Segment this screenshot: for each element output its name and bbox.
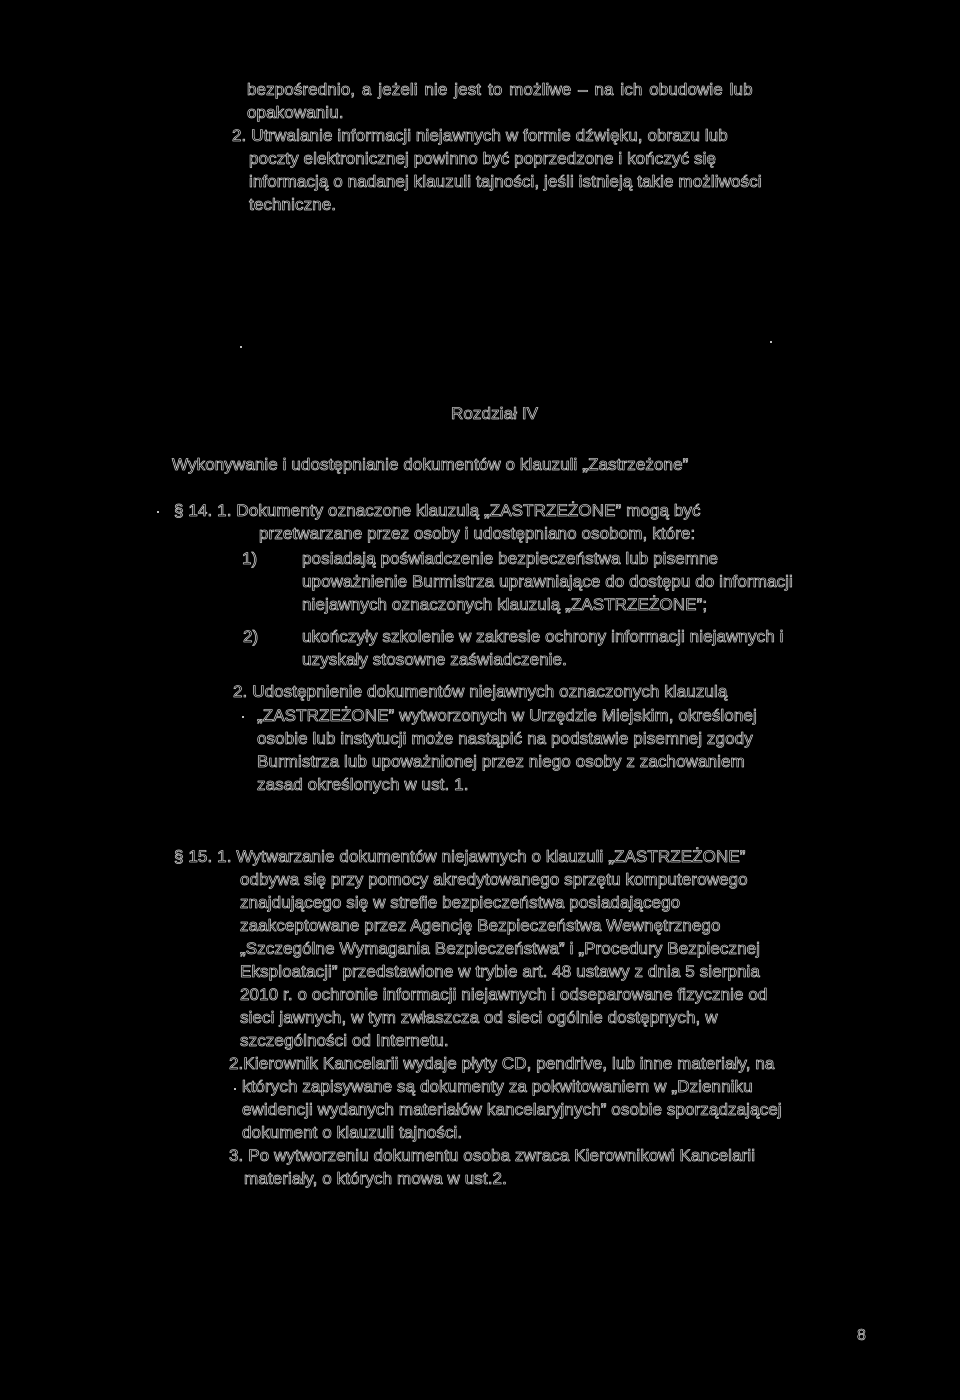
page-number: 8 bbox=[857, 1327, 866, 1344]
s13-item2-line-2: poczty elektronicznej powinno być poprzedzone i kończyć się bbox=[249, 149, 717, 168]
s15-p1-line-1: § 15. 1. Wytwarzanie dokumentów niejawnych o klauzuli „ZASTRZEŻONE” bbox=[174, 847, 746, 866]
s14-intro-line-2: przetwarzane przez osoby i udostępniano osobom, które: bbox=[259, 524, 696, 543]
s15-p2-line-4: dokument o klauzuli tajności. bbox=[242, 1123, 463, 1142]
s14-para2-line-3: osobie lub instytucji może nastąpić na podstawie pisemnej zgody bbox=[257, 729, 753, 748]
s15-p1-line-6: Eksploatacji” przedstawione w trybie art. 48 ustawy z dnia 5 sierpnia bbox=[240, 962, 760, 981]
s13-line-2: opakowaniu. bbox=[247, 103, 344, 122]
s14-intro-line-1: § 14. 1. Dokumenty oznaczone klauzulą „ZASTRZEŻONE” mogą być bbox=[174, 501, 701, 520]
s14-item1-line-1: posiadają poświadczenie bezpieczeństwa lub pisemne bbox=[302, 549, 719, 568]
s15-p1-line-5: „Szczególne Wymagania Bezpieczeństwa” i „Procedury Bezpiecznej bbox=[240, 939, 761, 958]
s15-p1-line-9: szczególności od Internetu. bbox=[240, 1031, 449, 1050]
s15-p2-line-3: ewidencji wydanych materiałów kancelaryjnych” osobie sporządzającej bbox=[242, 1100, 782, 1119]
s13-line-1: bezpośrednio, a jeżeli nie jest to możliwe – na ich obudowie lub bbox=[247, 80, 753, 99]
s14-para2-line-1: 2. Udostępnienie dokumentów niejawnych oznaczonych klauzulą bbox=[233, 682, 728, 701]
s14-item2-number: 2) bbox=[243, 627, 259, 646]
scan-speck bbox=[234, 1088, 236, 1090]
s13-item2-line-1: 2. Utrwalanie informacji niejawnych w formie dźwięku, obrazu lub bbox=[232, 126, 728, 145]
s15-p3-line-1: 3. Po wytworzeniu dokumentu osoba zwraca Kierownikowi Kancelarii bbox=[229, 1146, 756, 1165]
scan-speck bbox=[242, 716, 244, 718]
s14-item2-line-2: uzyskały stosowne zaświadczenie. bbox=[302, 650, 567, 669]
s15-p1-line-8: sieci jawnych, w tym zwłaszcza od sieci ogólnie dostępnych, w bbox=[240, 1008, 718, 1027]
scan-speck bbox=[157, 511, 159, 513]
s13-item2-line-4: techniczne. bbox=[249, 195, 337, 214]
s14-item2-line-1: ukończyły szkolenie w zakresie ochrony informacji niejawnych i bbox=[302, 627, 784, 646]
s14-para2-line-5: zasad określonych w ust. 1. bbox=[257, 775, 469, 794]
s15-p1-line-2: odbywa się przy pomocy akredytowanego sprzętu komputerowego bbox=[240, 870, 748, 889]
chapter-heading: Rozdział IV bbox=[451, 404, 539, 423]
s15-p2-line-2: których zapisywane są dokumenty za pokwitowaniem w „Dzienniku bbox=[242, 1077, 753, 1096]
scan-speck bbox=[770, 341, 772, 343]
s14-item1-number: 1) bbox=[242, 549, 258, 568]
s13-item2-line-3: informacją o nadanej klauzuli tajności, jeśli istnieją takie możliwości bbox=[249, 172, 762, 191]
s15-p3-line-2: materiały, o których mowa w ust.2. bbox=[244, 1169, 507, 1188]
s15-p1-line-4: zaakceptowane przez Agencję Bezpieczeństwa Wewnętrznego bbox=[240, 916, 721, 935]
chapter-title: Wykonywanie i udostępnianie dokumentów o klauzuli „Zastrzeżone” bbox=[172, 455, 689, 474]
s15-p2-line-1: 2.Kierownik Kancelarii wydaje płyty CD, pendrive, lub inne materiały, na bbox=[229, 1054, 775, 1073]
s14-item1-line-2: upoważnienie Burmistrza uprawniające do dostępu do informacji bbox=[302, 572, 793, 591]
s15-p1-line-3: znajdującego się w strefie bezpieczeństwa posiadającego bbox=[240, 893, 681, 912]
s14-item1-line-3: niejawnych oznaczonych klauzulą „ZASTRZEŻONE”; bbox=[302, 595, 708, 614]
scan-speck bbox=[240, 346, 242, 348]
s15-p1-line-7: 2010 r. o ochronie informacji niejawnych i odseparowane fizycznie od bbox=[240, 985, 768, 1004]
s14-para2-line-2: „ZASTRZEŻONE” wytworzonych w Urzędzie Miejskim, określonej bbox=[257, 706, 757, 725]
s14-para2-line-4: Burmistrza lub upoważnionej przez niego osoby z zachowaniem bbox=[257, 752, 745, 771]
